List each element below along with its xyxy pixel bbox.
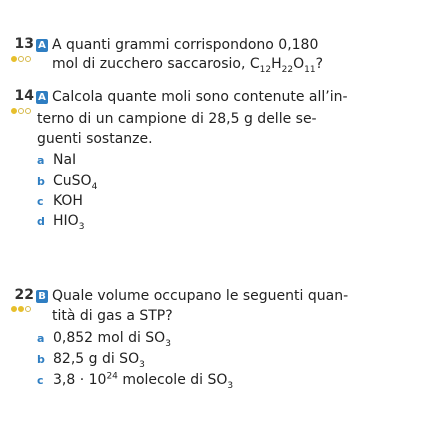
question-text-segment: ? — [315, 56, 323, 72]
option-text: KOH — [53, 193, 83, 209]
exercise-number: 14 — [14, 88, 34, 104]
difficulty-dot-empty — [18, 108, 24, 114]
difficulty-dot-filled — [11, 108, 17, 114]
answer-option-a — [37, 330, 171, 349]
option-letter: d — [37, 215, 45, 228]
question-text-segment: mol di zucchero saccarosio, — [52, 56, 250, 72]
option-letter: c — [37, 374, 44, 387]
level-a-badge-icon: A — [36, 91, 48, 104]
difficulty-dot-filled — [11, 306, 17, 312]
exercise-number: 22 — [14, 287, 34, 303]
question-text-line — [52, 56, 323, 75]
option-text: 0,852 mol di SO — [53, 330, 166, 346]
answer-option-c — [37, 371, 234, 391]
level-b-badge-icon: B — [36, 290, 48, 303]
option-text: HIO — [53, 213, 79, 229]
option-text: CuSO — [53, 173, 92, 189]
formula-element: C — [249, 56, 260, 72]
level-a-badge-icon: A — [36, 39, 48, 52]
formula-subscript: 3 — [139, 359, 145, 370]
answer-option-d — [37, 213, 85, 232]
difficulty-dot-filled — [18, 306, 24, 312]
answer-option-c — [37, 193, 83, 209]
question-text-line: tità di gas a STP? — [52, 308, 173, 324]
question-text-line: guenti sostanze. — [37, 131, 153, 147]
answer-option-a — [37, 152, 76, 168]
answer-option-b — [37, 173, 98, 192]
formula-subscript: 3 — [165, 338, 171, 349]
question-text-line: A quanti grammi corrispondono 0,180 — [52, 37, 319, 53]
formula-subscript: 22 — [281, 64, 294, 75]
option-letter: c — [37, 195, 44, 208]
question-text-line: terno di un campione di 28,5 g delle se- — [37, 111, 317, 127]
difficulty-dot-empty — [18, 56, 24, 62]
question-text-line: Calcola quante moli sono contenute all’in- — [52, 89, 348, 105]
option-letter: a — [37, 154, 45, 167]
exercise-number: 13 — [14, 36, 34, 52]
option-text: 3,8 · 10 — [53, 372, 107, 388]
difficulty-dot-filled — [11, 56, 17, 62]
formula-subscript: 3 — [78, 221, 85, 232]
exponent-superscript: 24 — [106, 371, 118, 382]
formula-element: O — [293, 56, 305, 72]
difficulty-dots-icon — [11, 306, 31, 312]
difficulty-dots-icon — [11, 108, 31, 114]
difficulty-dots-icon — [11, 56, 31, 62]
formula-subscript: 12 — [259, 64, 272, 75]
question-text-line: Quale volume occupano le seguenti quan- — [52, 288, 349, 304]
option-text: molecole di SO — [117, 372, 228, 388]
formula-subscript: 11 — [304, 64, 316, 75]
formula-element: H — [271, 56, 282, 72]
difficulty-dot-empty — [25, 108, 31, 114]
difficulty-dot-empty — [25, 306, 31, 312]
formula-subscript: 3 — [227, 380, 234, 391]
option-letter: a — [37, 332, 45, 345]
option-text: NaI — [53, 152, 77, 168]
difficulty-dot-empty — [25, 56, 31, 62]
option-letter: b — [37, 353, 45, 366]
option-letter: b — [37, 175, 45, 188]
formula-subscript: 4 — [91, 181, 98, 192]
option-text: 82,5 g di SO — [53, 351, 140, 367]
answer-option-b — [37, 351, 145, 370]
